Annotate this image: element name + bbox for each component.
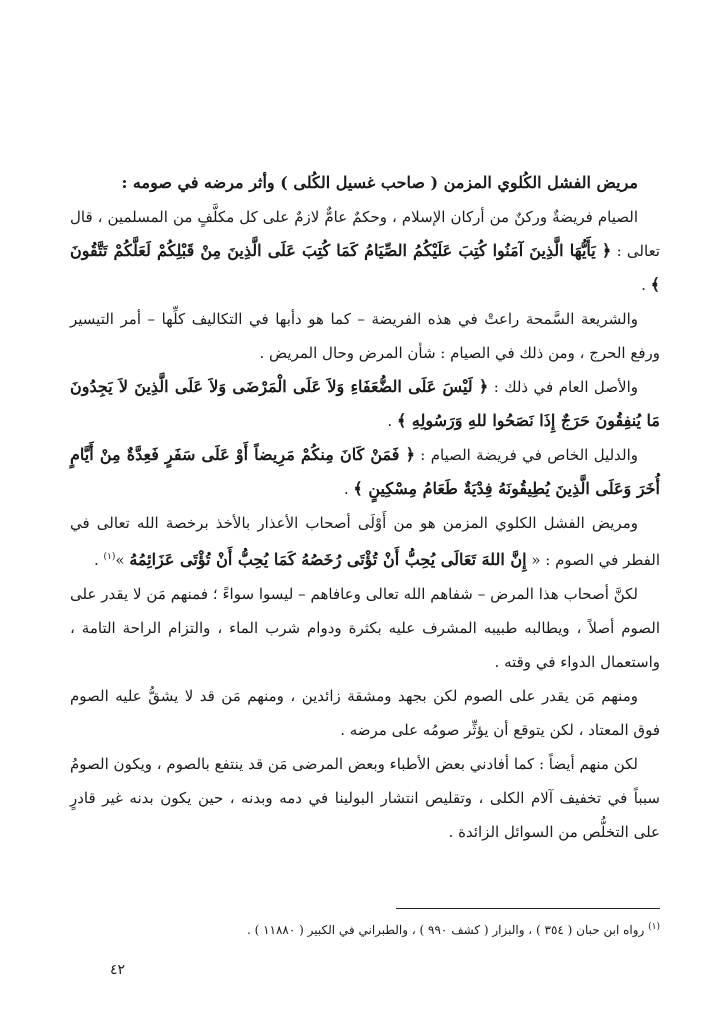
page-body [70,168,660,849]
paragraph [70,302,660,370]
paragraph-text: . [343,480,354,498]
paragraph-text: ومريض الفشل الكلوي المزمن هو من أَوْلَى أصحاب الأعذار بالأخذ برخصة الله تعالى في الفطر في الصوم : « [70,514,660,569]
paragraph [70,747,660,849]
page-number: ٤٢ [110,962,126,978]
section-heading: مريض الفشل الكُلوي المزمن ( صاحب غسيل الكُلى ) وأثر مرضه في صومه : [121,173,638,192]
paragraph-text: لكن منهم أيضاً : كما أفادني بعض الأطباء وبعض المرضى مَن قد ينتفع بالصوم ، ويكون الصومُ سبباً في تخفيف آلام الكلى ، وتقليص انتشار البولينا في دمه وبدنه ، حين يكون بدنه غير قادرٍ على التخلُّص من السوائل الزائدة . [70,755,660,841]
paragraph [70,577,660,679]
paragraph [70,506,660,577]
paragraph [70,438,660,506]
footnote [180,916,660,941]
footnote-marker: (١) [648,922,660,932]
paragraph-text: والشريعة السَّمحة راعتْ في هذه الفريضة – كما هو دأبها في التكاليف كلِّها – أمر التيسير ورفع الحرج ، ومن ذلك في الصيام : شأن المرض وحال المريض . [70,310,660,362]
footnote-reference: (١) [103,552,116,562]
paragraph-text: ومنهم مَن يقدر على الصوم لكن بجهد ومشقة زائدين ، ومنهم مَن قد لا يشقُّ عليه الصوم فوق المعتاد ، لكن يتوقع أن يؤثِّر صومُه على مرضه . [70,687,660,739]
paragraph-text: . [641,276,651,294]
footnote-divider [396,908,660,909]
paragraph-text: . [387,412,397,430]
paragraph [70,370,660,438]
paragraph-text: » [115,551,130,569]
quran-verse: ﴿ يَأَيُّهَا الَّذِينَ آمَنُوا كُتِبَ عَلَيْكُمُ الصِّيَامُ كَمَا كُتِبَ عَلَى الَّذِينَ مِنْ قَبْلِكُمْ لَعَلَّكُمْ تَتَّقُونَ ﴾ [70,241,660,294]
paragraphs [70,200,660,849]
footnote-text: رواه ابن حبان ( ٣٥٤ ) ، والبزار ( كشف ٩٩٠ ) ، والطبراني في الكبير ( ١١٨٨٠ ) . [246,923,649,937]
paragraph-text: الصيام فريضةٌ وركنٌ من أركان الإسلام ، وحكمٌ عامٌّ لازمٌ على كل مكلَّفٍ من المسلمين ، قال تعالى : [70,208,660,260]
quran-verse: ﴿ لَيْسَ عَلَى الضُّعَفَاءِ وَلاَ عَلَى الْمَرْضَى وَلاَ عَلَى الَّذِينَ لاَ يَجِدُونَ مَا يُنفِقُونَ حَرَجٌ إِذَا نَصَحُوا للهِ وَرَسُولِهِ ﴾ [70,377,660,430]
paragraph-text: . [93,551,104,569]
paragraph [70,679,660,747]
quran-verse: ﴿ فَمَنْ كَانَ مِنكُمْ مَرِيضاً أَوْ عَلَى سَفَرٍ فَعِدَّةٌ مِنْ أَيَّامٍ أُخَرَ وَعَلَى الَّذِينَ يُطِيقُونَهُ فِدْيَةٌ طَعَامُ مِسْكِينٍ ﴾ [70,445,660,498]
paragraph-text: والدليل الخاص في فريضة الصيام : [414,446,639,464]
paragraph-text: والأصل العام في ذلك : [488,378,638,396]
quran-verse: إِنَّ اللهَ تَعَالَى يُحِبُّ أَنْ تُؤْتَى رُخَصُهُ كَمَا يُحِبُّ أَنْ تُؤْتَى عَزَائِمُهُ [129,550,527,569]
paragraph [70,200,660,302]
paragraph-text: لكنَّ أصحاب هذا المرض – شفاهم الله تعالى وعافاهم – ليسوا سواءً ؛ فمنهم مَن لا يقدر على الصوم أصلاً ، ويطالبه طبيبه المشرف عليه بكثرة ودوام شرب الماء ، والتزام الراحة التامة ، واستعمال الدواء في وقته . [70,585,660,671]
